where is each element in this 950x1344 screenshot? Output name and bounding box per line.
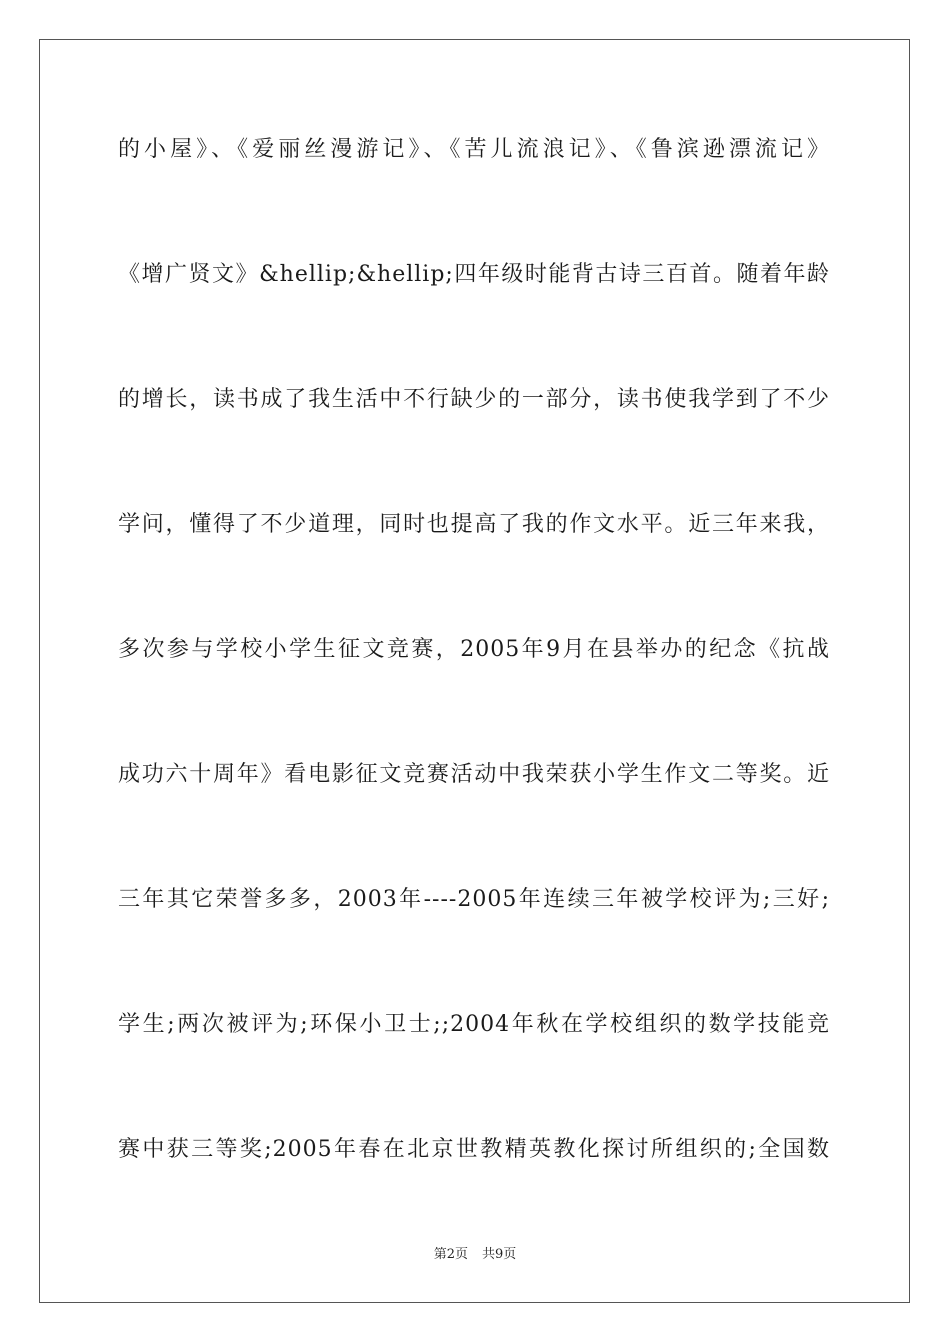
body-text-line: 多次参与学校小学生征文竞赛，2005年9月在县举办的纪念《抗战 (118, 637, 830, 662)
body-text-line: 三年其它荣誉多多，2003年----2005年连续三年被学校评为;三好; (118, 887, 830, 912)
body-text-line: 成功六十周年》看电影征文竞赛活动中我荣获小学生作文二等奖。近 (118, 762, 830, 787)
page-total: 共9页 (482, 1247, 517, 1262)
body-text-line: 《增广贤文》&hellip;&hellip;四年级时能背古诗三百首。随着年龄 (118, 262, 830, 287)
body-text-line: 赛中获三等奖;2005年春在北京世教精英教化探讨所组织的;全国数 (118, 1137, 830, 1162)
body-text-line: 的小屋》、《爱丽丝漫游记》、《苦儿流浪记》、《鲁滨逊漂流记》 (118, 137, 830, 162)
page-footer (0, 1246, 950, 1264)
body-text-line: 学生;两次被评为;环保小卫士;;2004年秋在学校组织的数学技能竞 (118, 1012, 830, 1037)
page-number: 第2页 (433, 1247, 468, 1262)
body-text-line: 学问，懂得了不少道理，同时也提高了我的作文水平。近三年来我， (118, 512, 830, 537)
page-border (39, 39, 910, 1303)
body-text-line: 的增长，读书成了我生活中不行缺少的一部分，读书使我学到了不少 (118, 387, 830, 412)
